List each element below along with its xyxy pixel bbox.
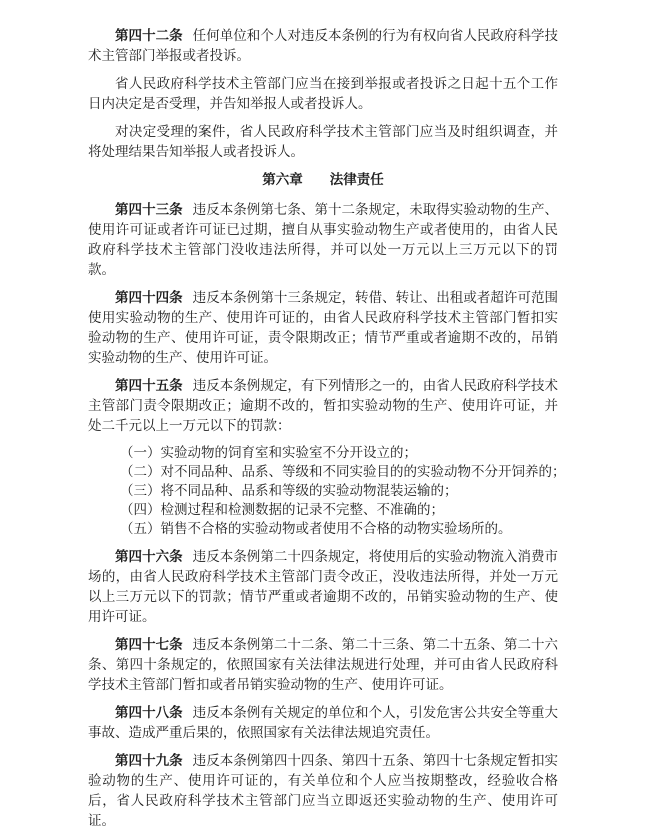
article-text: 违反本条例第四十四条、第四十五条、第四十七条规定暂扣实验动物的生产、使用许可证的，有关单位和个人应当按期整改，经验收合格后，省人民政府科学技术主管部门应当立即返还实验动物的生产、使用许可证。 (88, 753, 559, 829)
article-number: 第四十五条 (115, 378, 183, 394)
article-43-paragraph (88, 200, 558, 280)
article-number: 第四十九条 (115, 753, 183, 769)
article-42-sub-paragraph-2: 对决定受理的案件，省人民政府科学技术主管部门应当及时组织调查，并将处理结果告知举报人或者投诉人。 (88, 124, 558, 160)
article-text: 违反本条例第十三条规定，转借、转让、出租或者超许可范围使用实验动物的生产、使用许可证的，由省人民政府科学技术主管部门暂扣实验动物的生产、使用许可证，责令限期改正；情节严重或者逾期不改的，吊销实验动物的生产、使用许可证。 (88, 290, 559, 366)
article-46-paragraph (88, 547, 558, 627)
article-47-paragraph (88, 635, 558, 695)
article-text: 违反本条例第二十二条、第二十三条、第二十五条、第二十六条、第四十条规定的，依照国家有关法律法规进行处理，并可由省人民政府科学技术主管部门暂扣或者吊销实验动物的生产、使用许可证。 (88, 637, 559, 693)
article-44-paragraph (88, 288, 558, 368)
article-text: 违反本条例规定，有下列情形之一的，由省人民政府科学技术主管部门责令限期改正；逾期不改的，暂扣实验动物的生产、使用许可证，并处二千元以上一万元以下的罚款： (88, 378, 559, 434)
article-45-paragraph (88, 376, 558, 436)
article-number: 第四十七条 (115, 637, 183, 653)
article-text: 违反本条例第二十四条规定，将使用后的实验动物流入消费市场的，由省人民政府科学技术主管部门责令改正，没收违法所得，并处一万元以上三万元以下的罚款；情节严重或者逾期不改的，吊销实验动物的生产、使用许可证。 (88, 549, 559, 625)
article-number: 第四十三条 (115, 202, 183, 218)
list-item: （四）检测过程和检测数据的记录不完整、不准确的； (120, 502, 444, 518)
chapter-number: 第六章 (262, 172, 303, 188)
article-45-clause-list (88, 444, 566, 539)
article-text: 任何单位和个人对违反本条例的行为有权向省人民政府科学技术主管部门举报或者投诉。 (88, 28, 559, 64)
article-text: 违反本条例有关规定的单位和个人，引发危害公共安全等重大事故、造成严重后果的，依照国家有关法律法规追究责任。 (88, 705, 559, 741)
article-number: 第四十二条 (115, 28, 183, 44)
article-text: 违反本条例第七条、第十二条规定，未取得实验动物的生产、使用许可证或者许可证已过期，擅自从事实验动物生产或者使用的，由省人民政府科学技术主管部门没收违法所得，并可以处一万元以上三万元以下的罚款。 (88, 202, 559, 278)
article-number: 第四十八条 (115, 705, 183, 721)
article-42-paragraph (88, 26, 558, 66)
article-42-sub-paragraph-1: 省人民政府科学技术主管部门应当在接到举报或者投诉之日起十五个工作日内决定是否受理，并告知举报人或者投诉人。 (88, 76, 558, 112)
chapter-heading (88, 170, 558, 190)
article-number: 第四十四条 (115, 290, 183, 306)
list-item: （三）将不同品种、品系和等级的实验动物混装运输的； (120, 483, 458, 499)
list-item: （二）对不同品种、品系、等级和不同实验目的的实验动物不分开饲养的； (120, 464, 566, 480)
list-item: （五）销售不合格的实验动物或者使用不合格的动物实验场所的。 (120, 521, 512, 537)
article-48-paragraph (88, 703, 558, 743)
article-number: 第四十六条 (115, 549, 183, 565)
article-49-paragraph (88, 751, 558, 831)
list-item: （一）实验动物的饲育室和实验室不分开设立的； (120, 445, 417, 461)
chapter-title: 法律责任 (329, 172, 384, 188)
